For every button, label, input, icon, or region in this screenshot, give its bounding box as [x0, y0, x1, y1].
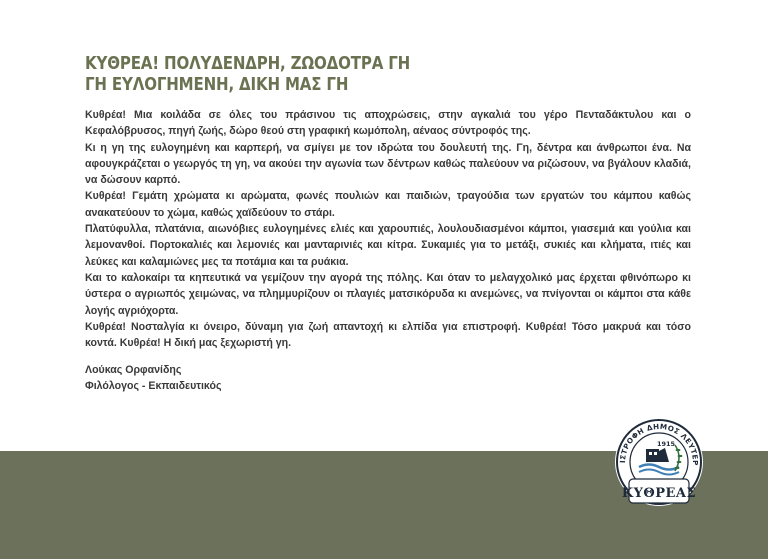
paragraph-2: Κι η γη της ευλογημένη και καρπερή, να σμίγει με τον ιδρώτα του δουλευτή της. Γη, δέντρα και άνθρωποι ένα. Να αφουγκράζεται ο γεωργός τη γη, να ακούει την αγωνία των δέντρων καθώς παλεύουν να ριζώσουν, να βγάλουν κλαδιά, να δώσουν καρπό.: [85, 141, 691, 187]
document-title: [85, 54, 685, 96]
title-line-1: ΚΥΘΡΕΑ! ΠΟΛΥΔΕΝΔΡΗ, ΖΩΟΔΟΤΡΑ ΓΗ: [85, 54, 411, 74]
municipality-seal-logo: [613, 415, 705, 513]
author-role: Φιλόλογος - Εκπαιδευτικός: [85, 380, 222, 393]
paragraph-3: Κυθρέα! Γεμάτη χρώματα κι αρώματα, φωνές πουλιών και παιδιών, τραγούδια των εργατών του κάμπου καθώς ανακατεύουν το χώμα, καθώς χαϊδεύουν το στάρι.: [85, 190, 691, 219]
signature-block: [85, 362, 221, 395]
title-line-2: ΓΗ ΕΥΛΟΓΗΜΕΝΗ, ΔΙΚΗ ΜΑΣ ΓΗ: [85, 75, 349, 95]
paragraph-4: Πλατύφυλλα, πλατάνια, αιωνόβιες ευλογημένες ελιές και χαρουπιές, λουλουδιασμένοι κάμποι, γιασεμιά και γούλια και λεμονανθοί. Πορτοκαλιές και λεμονιές και μανταρινιές και κίτρα. Συκαμιές για το μετάξι, συκιές και κλήματα, ιτιές και λεύκες και καλαμιώνες μες τα ποτάμια και τα ρυάκια.: [85, 223, 691, 268]
paragraph-5: Και το καλοκαίρι τα κηπευτικά να γεμίζουν την αγορά της πόλης. Και όταν το μελαγχολικό μας έρχεται φθινόπωρο κι ύστερα ο αγριωπός χειμώνας, να πλημμυρίζουν οι πλαγιές ματσικόρυδα κι ανεμώνες, να πνίγονται οι κάμποι στα κάθε λογής αγριόχορτα.: [85, 271, 691, 317]
seal-top-text: ΙΣΤΡΟΦΗ ΔΗΜΟΣ ΛΕΥΤΕΡ: [617, 421, 701, 466]
body-text: [85, 107, 691, 351]
seal-bottom-text: ΚΥΘΡΕΑΣ: [621, 486, 697, 501]
paragraph-6: Κυθρέα! Νοσταλγία κι όνειρο, δύναμη για ζωή απαντοχή κι ελπίδα για επιστροφή. Κυθρέα! Τόσο μακρυά και τόσο κοντά. Κυθρέα! Η δική μας ξεχωριστή γη.: [85, 320, 691, 350]
author-name: Λούκας Ορφανίδης: [85, 364, 182, 376]
paragraph-1: Κυθρέα! Μια κοιλάδα σε όλες του πράσινου τις αποχρώσεις, στην αγκαλιά του γέρο Πενταδάκτυλου και ο Κεφαλόβρυσος, πηγή ζωής, δώρο θεού στη γραφική κωμόπολη, αέναος σύντροφός της.: [85, 109, 691, 138]
seal-year: 1915: [656, 440, 676, 448]
